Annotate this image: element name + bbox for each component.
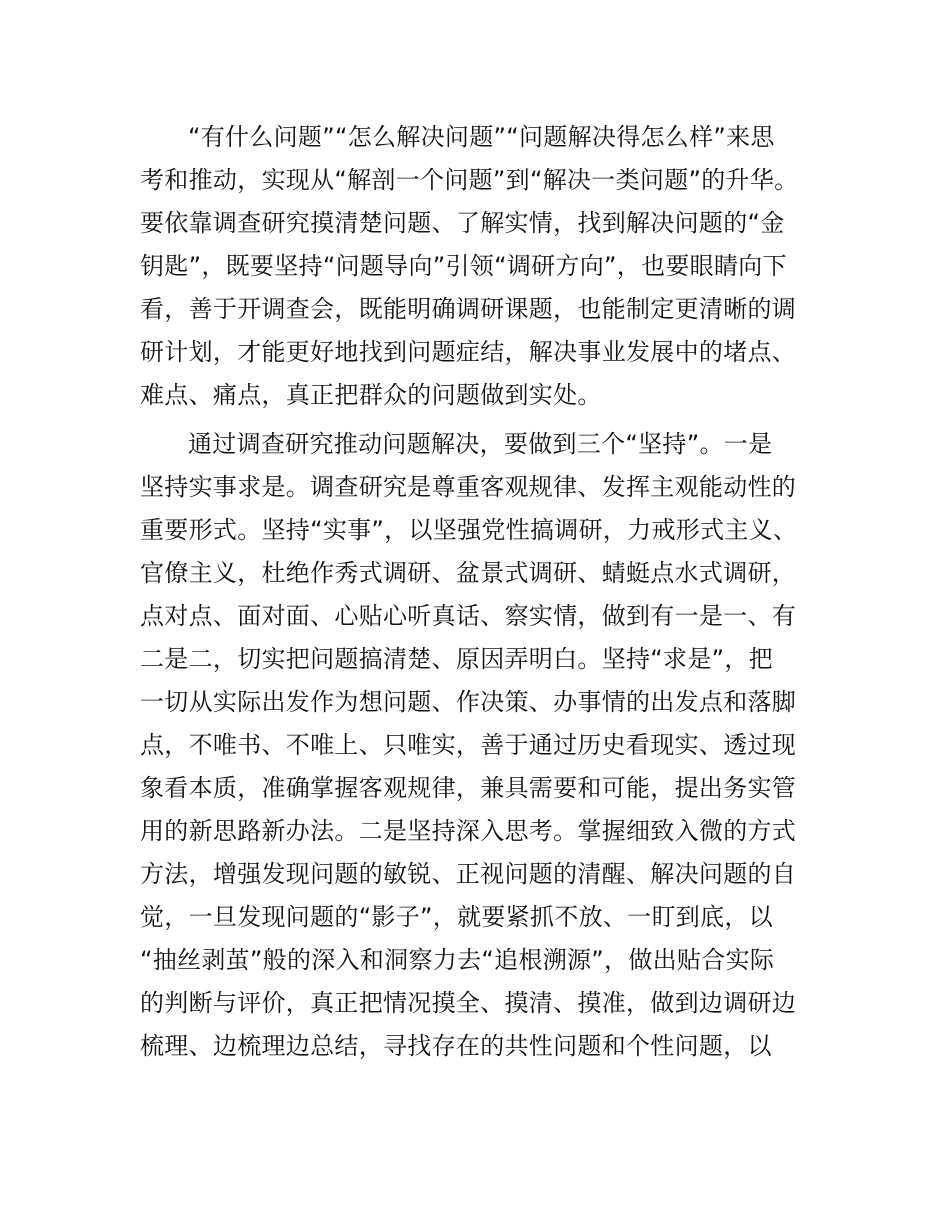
text-line: 象看本质，准确掌握客观规律，兼具需要和可能，提出务实管 [140,774,797,802]
text-line: 点对点、面对面、心贴心听真话、察实情，做到有一是一、有 [140,602,797,630]
text-line: 觉，一旦发现问题的“影子”，就要紧抓不放、一盯到底，以 [140,903,773,931]
paragraph-2 [140,423,830,1068]
text-line: 通过调查研究推动问题解决，要做到三个“坚持”。一是 [188,430,773,458]
text-line: 坚持实事求是。调查研究是尊重客观规律、发挥主观能动性的 [140,473,797,501]
text-line: 一切从实际出发作为想问题、作决策、办事情的出发点和落脚 [140,688,797,716]
text-line: 点，不唯书、不唯上、只唯实，善于通过历史看现实、透过现 [140,731,797,759]
text-line: 用的新思路新办法。二是坚持深入思考。掌握细致入微的方式 [140,817,797,845]
text-line: 方法，增强发现问题的敏锐、正视问题的清醒、解决问题的自 [140,860,797,888]
text-line: 的判断与评价，真正把情况摸全、摸清、摸准，做到边调研边 [140,989,797,1017]
text-line: 官僚主义，杜绝作秀式调研、盆景式调研、蜻蜓点水式调研， [140,559,797,587]
text-line: 考和推动，实现从“解剖一个问题”到“解决一类问题”的升华。 [140,166,799,194]
text-line: 钥匙”，既要坚持“问题导向”引领“调研方向”，也要眼睛向下 [140,252,787,280]
text-line: “有什么问题”“怎么解决问题”“问题解决得怎么样”来思 [188,123,775,151]
text-line: 梳理、边梳理边总结，寻找存在的共性问题和个性问题，以 [140,1032,772,1060]
text-line: 重要形式。坚持“实事”，以坚强党性搞调研，力戒形式主义、 [140,516,798,544]
text-line: 看，善于开调查会，既能明确调研课题，也能制定更清晰的调 [140,295,797,323]
document-page [140,116,830,1068]
paragraph-1 [140,116,830,417]
text-line: 要依靠调查研究摸清楚问题、了解实情，找到解决问题的“金 [140,209,785,237]
text-line: 研计划，才能更好地找到问题症结，解决事业发展中的堵点、 [140,338,797,366]
text-line: 二是二，切实把问题搞清楚、原因弄明白。坚持“求是”，把 [140,645,773,673]
text-line: 难点、痛点，真正把群众的问题做到实处。 [140,381,602,409]
text-line: “抽丝剥茧”般的深入和洞察力去“追根溯源”，做出贴合实际 [140,946,775,974]
